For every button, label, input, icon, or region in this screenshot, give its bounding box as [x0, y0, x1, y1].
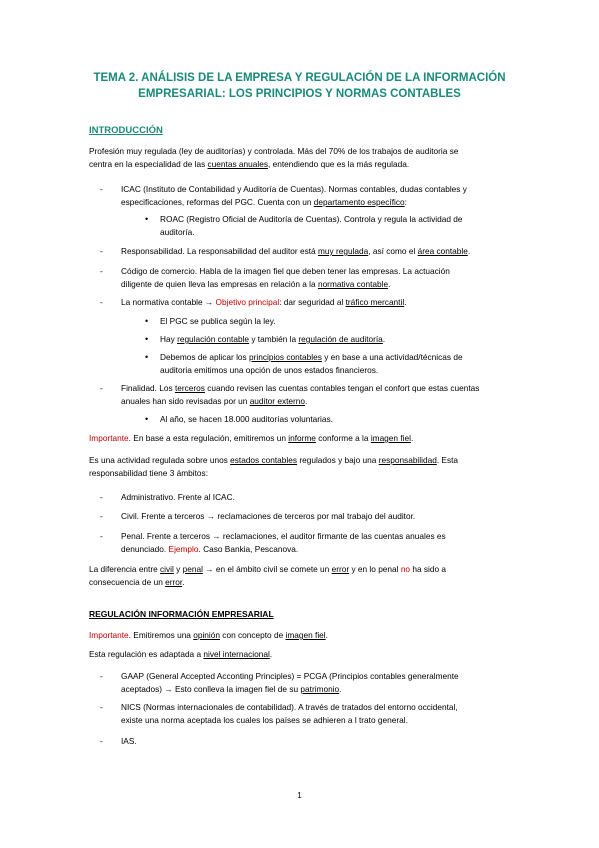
paragraph-intro: Profesión muy regulada (ley de auditorías) y controlada. Más del 70% de los trabajos de auditoria se centra en la especialidad de las cuentas anuales, entendiendo que es la más regulada.: [89, 146, 459, 169]
list-item-finalidad: - Finalidad. Los terceros cuando revisen las cuentas contables tengan el confort que estas cuentas anuales han sido revisadas por un auditor externo.: [100, 383, 480, 406]
title-line-2: EMPRESARIAL: LOS PRINCIPIOS Y NORMAS CONTABLES: [138, 88, 461, 100]
list-subitem-principios: • Debemos de aplicar los principios contables y en base a una actividad/técnicas de auditoria emitimos una opción de unos estados financieros.: [145, 352, 463, 375]
paragraph-importante-2: Importante. Emitiremos una opinión con concepto de imagen fiel.: [89, 630, 328, 640]
list-item-normativa: - La normativa contable → Objetivo principal: dar seguridad al tráfico mercantil.: [100, 297, 407, 307]
section-heading-introduccion: INTRODUCCIÓN: [89, 125, 163, 136]
list-item-codigo-comercio: - Código de comercio. Habla de la imagen fiel que deben tener las empresas. La actuación diligente de quien lleva las empresas en relación a la normativa contable.: [100, 266, 450, 289]
paragraph-actividad-regulada: Es una actividad regulada sobre unos estados contables regulados y bajo una responsabilidad. Esta responsabilidad tiene 3 ámbitos:: [89, 455, 459, 478]
list-subitem-auditorias-voluntarias: • Al año, se hacen 18.000 auditorías voluntarias.: [145, 414, 333, 424]
list-item-penal: - Penal. Frente a terceros → reclamaciones, el auditor firmante de las cuentas anuales es denunciado. Ejemplo. Caso Bankia, Pescanova.: [100, 531, 446, 554]
list-subitem-roac: • ROAC (Registro Oficial de Auditoría de Cuentas). Controla y regula la actividad de auditoría.: [145, 214, 463, 237]
list-item-nics: - NICS (Normas internacionales de contabilidad). A través de tratados del entorno occidental, existe una norma aceptada los cuales los países se adhieren a l trato general.: [100, 702, 458, 725]
list-item-gaap: - GAAP (General Accepted Acconting Principles) = PCGA (Principios contables generalmente aceptados) → Esto conlleva la imagen fiel de su patrimonio.: [100, 671, 459, 694]
section-heading-regulacion: REGULACIÓN INFORMACIÓN EMPRESARIAL: [89, 609, 274, 619]
list-subitem-regulacion: • Hay regulación contable y también la regulación de auditoría.: [145, 334, 386, 344]
list-item-ias: - IAS.: [100, 736, 137, 746]
page-number: 1: [297, 791, 302, 800]
list-item-civil: - Civil. Frente a terceros → reclamaciones de terceros por mal trabajo del auditor.: [100, 511, 416, 521]
list-item-icac: - ICAC (Instituto de Contabilidad y Auditoría de Cuentas). Normas contables, dudas contables y especificaciones, reformas del PGC. Cuenta con un departamento específico:: [100, 184, 467, 207]
paragraph-importante-1: Importante. En base a esta regulación, emitiremos un informe conforme a la imagen fiel.: [89, 433, 414, 443]
title-line-1: TEMA 2. ANÁLISIS DE LA EMPRESA Y REGULACIÓN DE LA INFORMACIÓN: [93, 72, 506, 84]
paragraph-diferencia: La diferencia entre civil y penal → en el ámbito civil se comete un error y en lo penal no ha sido a consecuencia de un error.: [89, 564, 447, 587]
list-item-responsabilidad: - Responsabilidad. La responsabilidad del auditor está muy regulada, así como el área contable.: [100, 246, 471, 256]
list-subitem-pgc: • El PGC se publica según la ley.: [145, 316, 276, 326]
paragraph-adaptada: Esta regulación es adaptada a nivel internacional.: [89, 649, 273, 659]
list-item-administrativo: - Administrativo. Frente al ICAC.: [100, 492, 235, 502]
page-title: [60, 70, 539, 102]
